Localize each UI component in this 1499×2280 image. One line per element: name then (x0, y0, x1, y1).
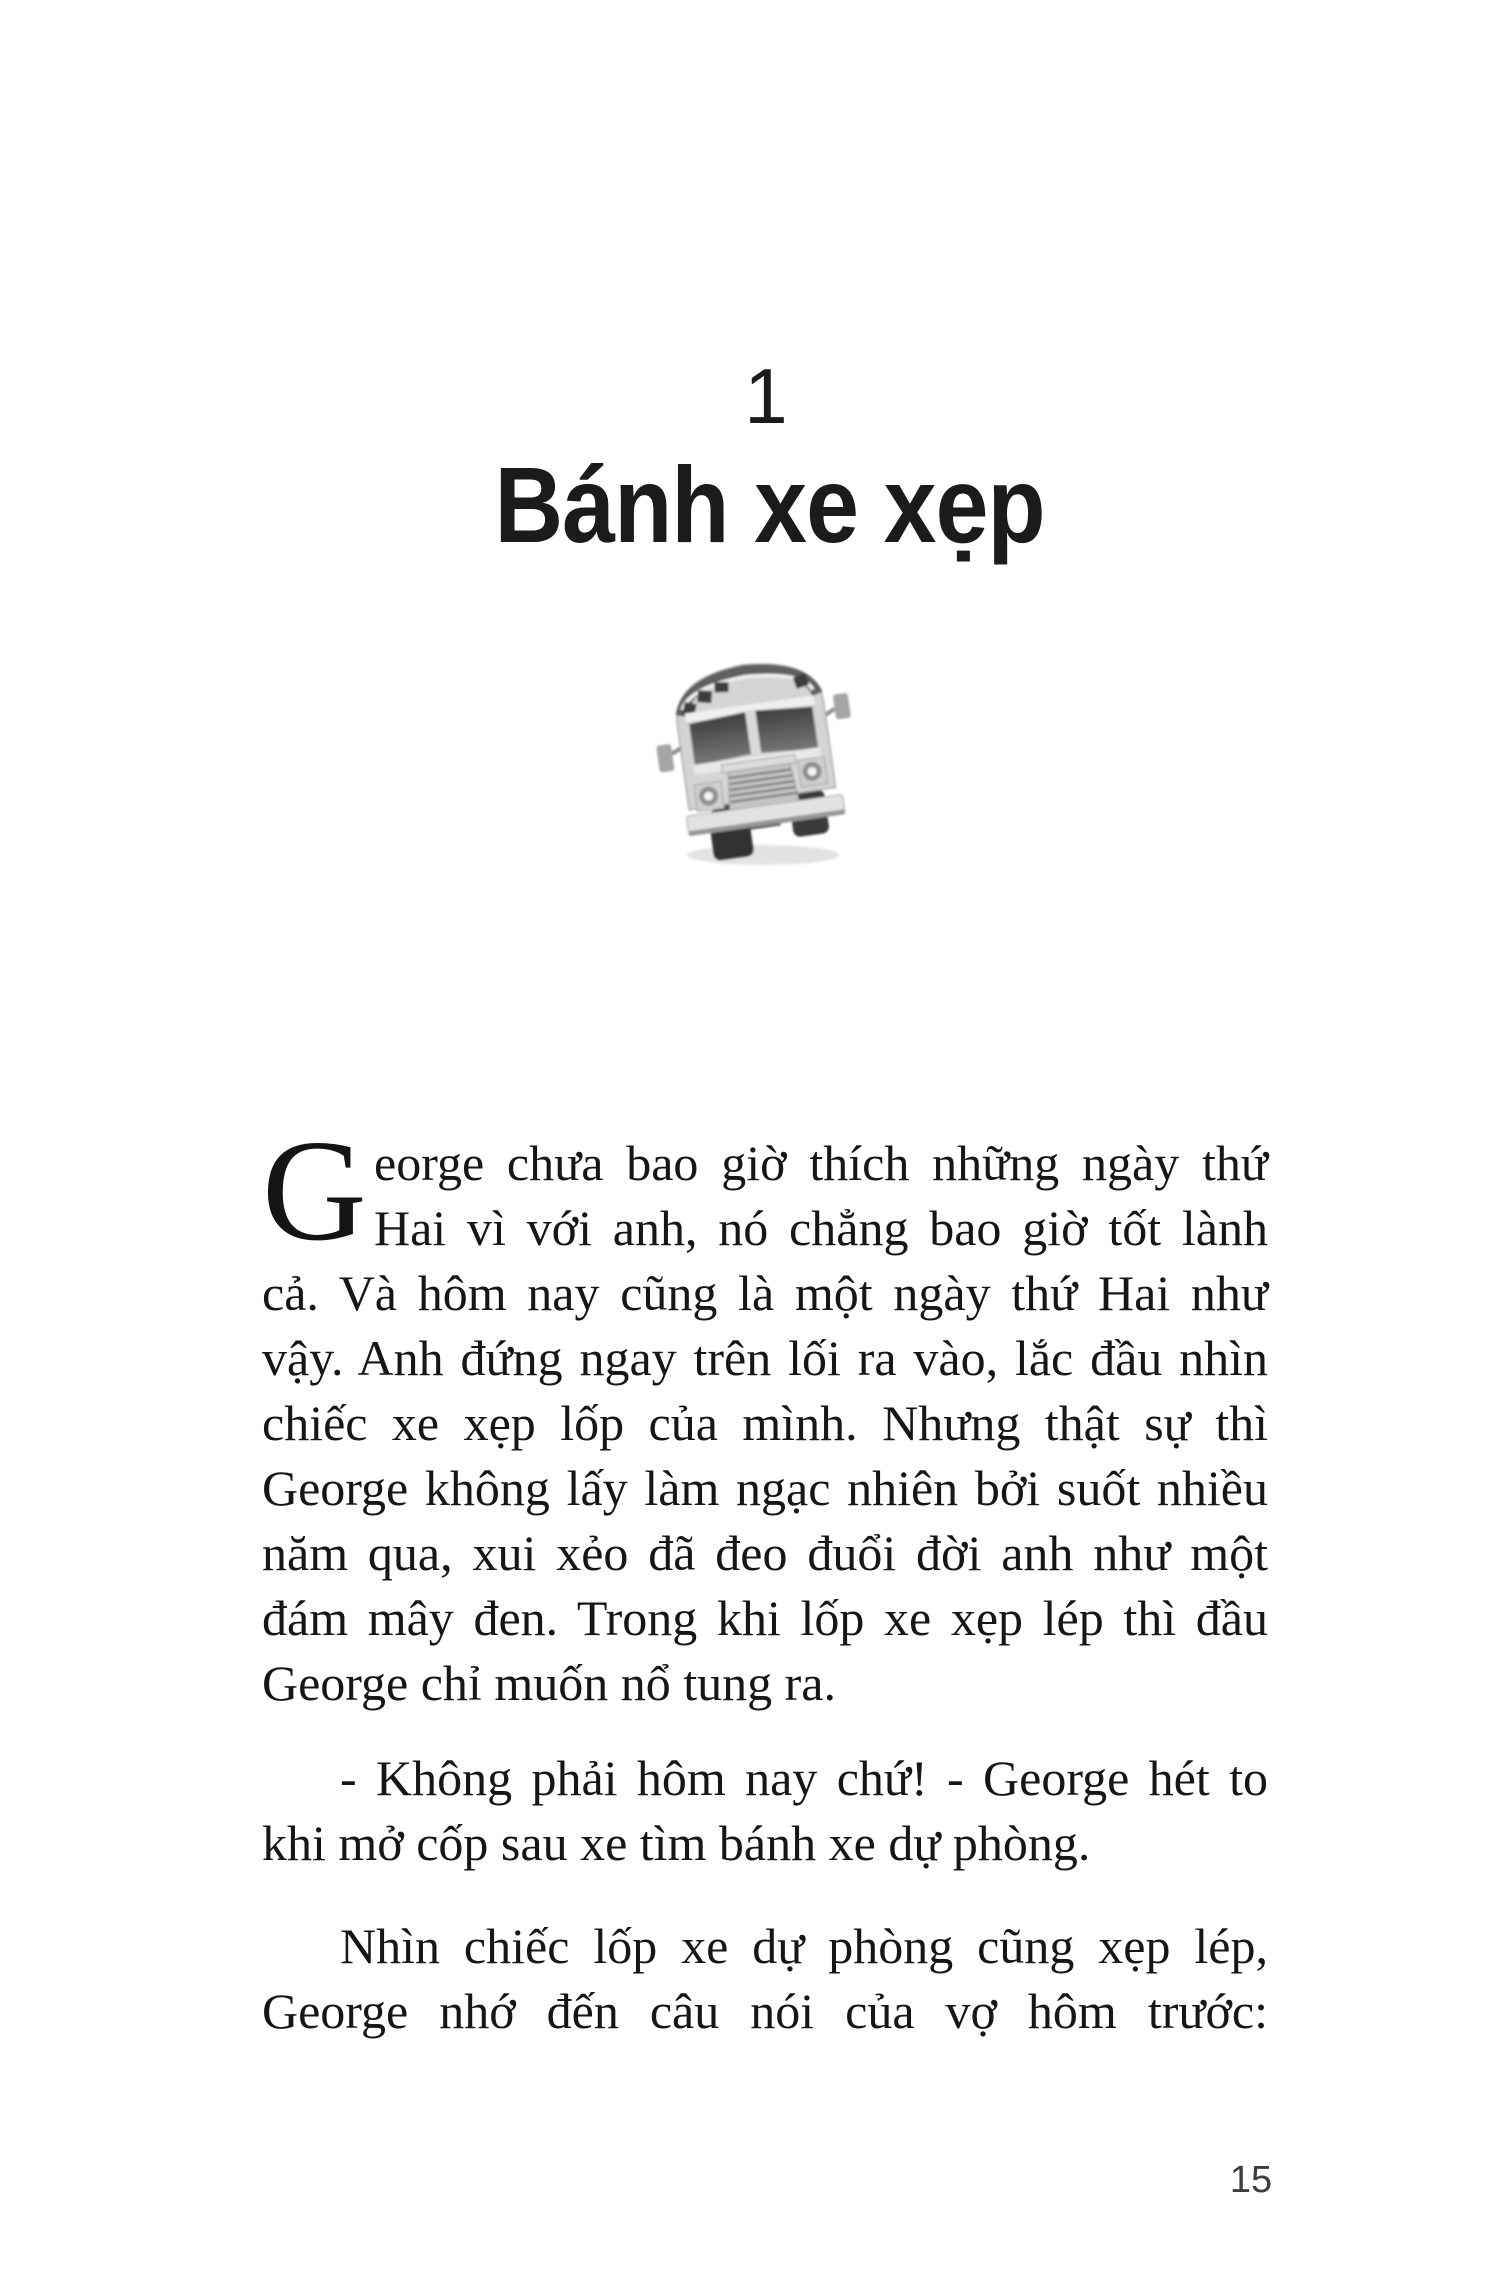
paragraph (262, 1746, 1268, 1876)
text-line: Nhìn chiếc lốp xe dự phòng cũng xẹp lép, (340, 1918, 1268, 1974)
text-line: vậy. Anh đứng ngay trên lối ra vào, lắc đầu nhìn (262, 1330, 1268, 1386)
body-text (262, 1111, 1268, 2044)
paragraph (262, 1111, 1268, 1716)
text-line: Hai vì với anh, nó chẳng bao giờ tốt lành (374, 1200, 1268, 1256)
chapter-illustration (0, 648, 1499, 881)
chapter-title (0, 446, 1499, 564)
bus-shadow (687, 845, 839, 865)
text-line: chiếc xe xẹp lốp của mình. Nhưng thật sự thì (262, 1395, 1268, 1451)
paragraph (262, 1914, 1268, 2044)
text-line: eorge chưa bao giờ thích những ngày thứ (374, 1135, 1268, 1191)
text-line: đám mây đen. Trong khi lốp xe xẹp lép thì đầu (262, 1590, 1268, 1646)
page-number: 15 (1229, 2159, 1273, 2201)
chapter-title-text: Bánh xe xẹp (494, 444, 1046, 565)
text-line: cả. Và hôm nay cũng là một ngày thứ Hai như (262, 1265, 1268, 1321)
text-line: năm qua, xui xẻo đã đeo đuổi đời anh như một (262, 1525, 1268, 1581)
text-line: George nhớ đến câu nói của vợ hôm trước: (262, 1983, 1268, 2039)
text-line: George chỉ muốn nổ tung ra. (262, 1655, 836, 1711)
text-line: khi mở cốp sau xe tìm bánh xe dự phòng. (262, 1815, 1091, 1871)
chapter-number: 1 (744, 352, 788, 440)
school-bus-image (655, 648, 860, 876)
drop-cap: G (262, 1111, 367, 1271)
text-line: George không lấy làm ngạc nhiên bởi suốt nhiều (262, 1460, 1268, 1516)
text-line: - Không phải hôm nay chứ! - George hét to (340, 1750, 1268, 1806)
